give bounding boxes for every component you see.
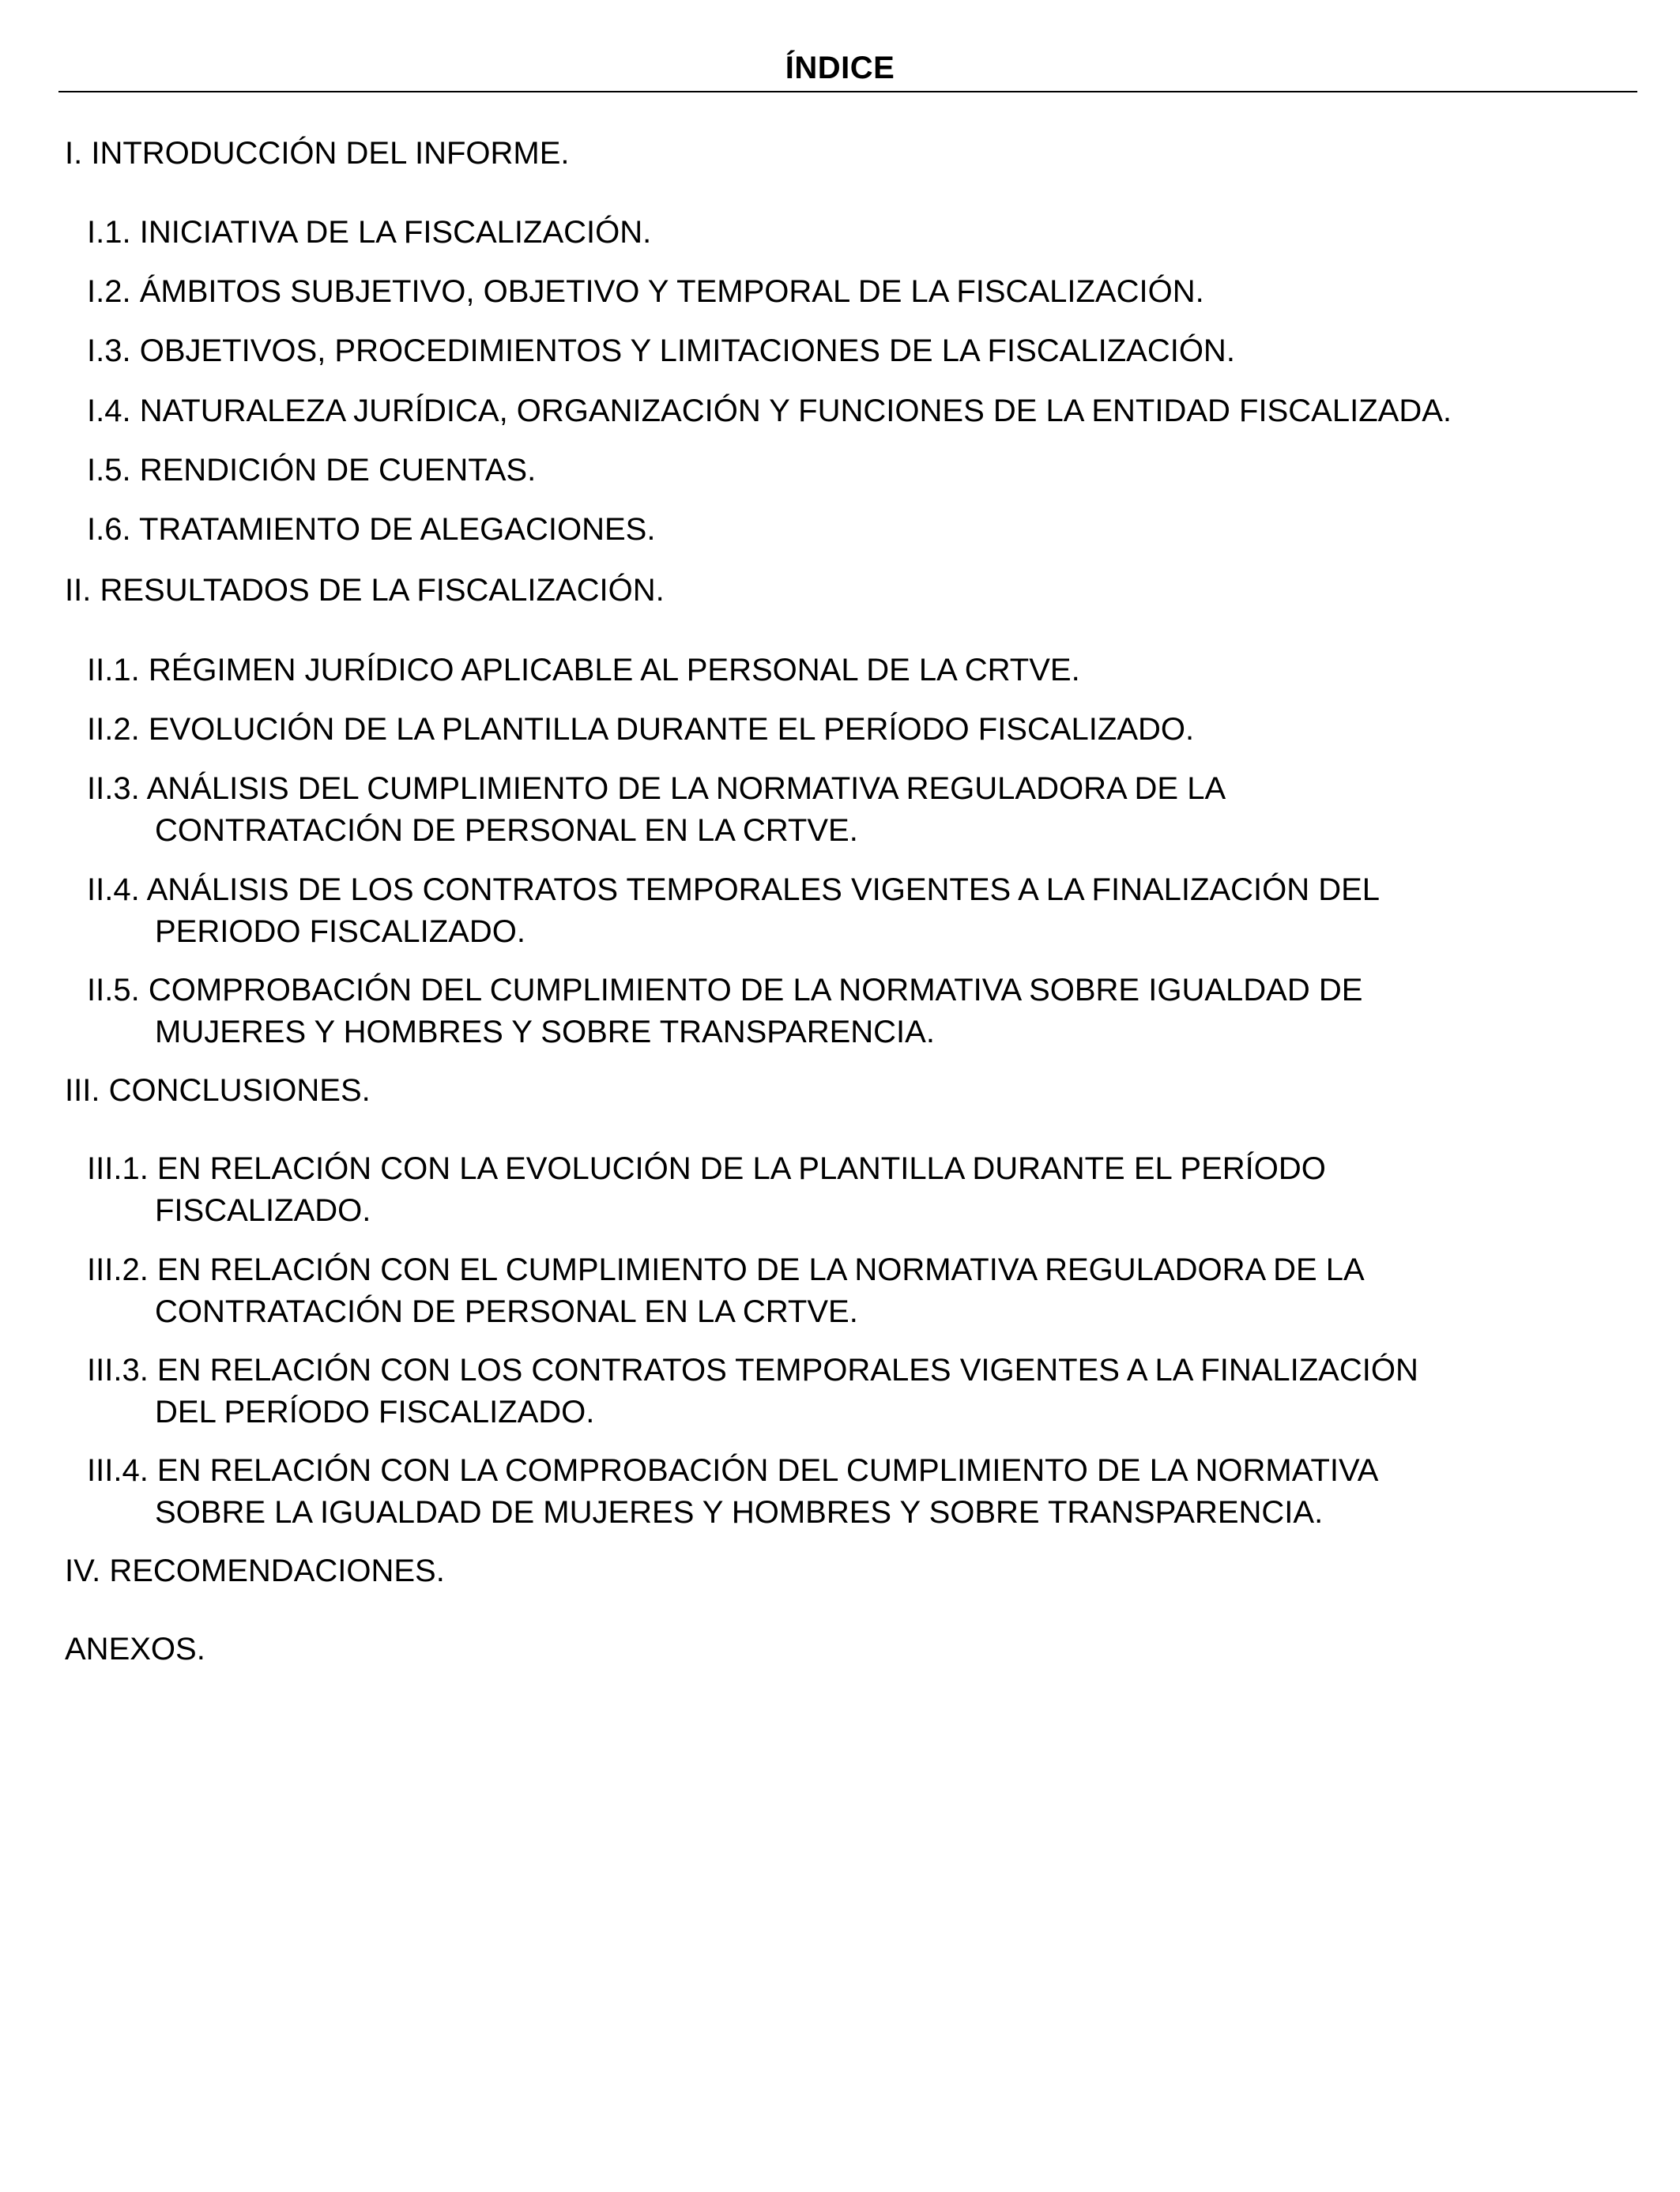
- toc-entry-iii-1: [87, 1148, 1326, 1232]
- toc-entry-text: I.1. INICIATIVA DE LA FISCALIZACIÓN.: [87, 215, 652, 250]
- toc-entry-i-1: [87, 212, 651, 254]
- toc-entry-text: I. INTRODUCCIÓN DEL INFORME.: [65, 136, 570, 171]
- toc-entry-text: I.6. TRATAMIENTO DE ALEGACIONES.: [87, 512, 656, 547]
- toc-entry-continuation: CONTRATACIÓN DE PERSONAL EN LA CRTVE.: [155, 1294, 858, 1329]
- toc-entry-i-3: [87, 330, 1235, 372]
- toc-section-iv: [65, 1550, 445, 1592]
- toc-entry-continuation: SOBRE LA IGUALDAD DE MUJERES Y HOMBRES Y SOBRE TRANSPARENCIA.: [155, 1495, 1324, 1530]
- toc-entry-continuation: MUJERES Y HOMBRES Y SOBRE TRANSPARENCIA.: [155, 1015, 935, 1049]
- toc-entry-text: I.2. ÁMBITOS SUBJETIVO, OBJETIVO Y TEMPORAL DE LA FISCALIZACIÓN.: [87, 274, 1204, 309]
- toc-entry-iii-4: [87, 1450, 1378, 1534]
- toc-entry-i-5: [87, 450, 536, 492]
- toc-entry-continuation: FISCALIZADO.: [155, 1193, 371, 1228]
- toc-entry-text: II. RESULTADOS DE LA FISCALIZACIÓN.: [65, 573, 665, 608]
- toc-entry-i-4: [87, 390, 1452, 432]
- toc-section-iii: [65, 1070, 371, 1112]
- toc-entry-text: I.3. OBJETIVOS, PROCEDIMIENTOS Y LIMITACIONES DE LA FISCALIZACIÓN.: [87, 333, 1235, 368]
- toc-entry-text: IV. RECOMENDACIONES.: [65, 1554, 445, 1588]
- toc-entry-ii-5: [87, 970, 1362, 1053]
- toc-entry-text: III.4. EN RELACIÓN CON LA COMPROBACIÓN DEL CUMPLIMIENTO DE LA NORMATIVA: [87, 1453, 1379, 1488]
- toc-entry-i-2: [87, 271, 1204, 313]
- toc-entry-i-6: [87, 509, 655, 551]
- toc-entry-text: III.2. EN RELACIÓN CON EL CUMPLIMIENTO DE LA NORMATIVA REGULADORA DE LA: [87, 1252, 1365, 1287]
- page-title: ÍNDICE: [785, 51, 895, 85]
- toc-entry-text: I.4. NATURALEZA JURÍDICA, ORGANIZACIÓN Y FUNCIONES DE LA ENTIDAD FISCALIZADA.: [87, 394, 1452, 428]
- toc-entry-text: III. CONCLUSIONES.: [65, 1073, 371, 1108]
- toc-entry-iii-2: [87, 1249, 1365, 1333]
- toc-entry-continuation: PERIODO FISCALIZADO.: [155, 914, 525, 949]
- toc-entry-ii-4: [87, 869, 1380, 953]
- toc-annexes: [65, 1629, 205, 1670]
- toc-section-i: [65, 133, 570, 175]
- toc-entry-text: II.2. EVOLUCIÓN DE LA PLANTILLA DURANTE EL PERÍODO FISCALIZADO.: [87, 712, 1195, 747]
- toc-entry-ii-2: [87, 709, 1194, 751]
- toc-entry-continuation: DEL PERÍODO FISCALIZADO.: [155, 1395, 595, 1429]
- toc-section-ii: [65, 570, 665, 612]
- toc-entry-text: II.1. RÉGIMEN JURÍDICO APLICABLE AL PERSONAL DE LA CRTVE.: [87, 653, 1080, 687]
- toc-entry-ii-1: [87, 650, 1080, 691]
- toc-entry-continuation: CONTRATACIÓN DE PERSONAL EN LA CRTVE.: [155, 813, 858, 848]
- toc-entry-iii-3: [87, 1350, 1418, 1433]
- toc-entry-text: II.3. ANÁLISIS DEL CUMPLIMIENTO DE LA NORMATIVA REGULADORA DE LA: [87, 771, 1226, 806]
- toc-entry-text: III.3. EN RELACIÓN CON LOS CONTRATOS TEMPORALES VIGENTES A LA FINALIZACIÓN: [87, 1353, 1418, 1388]
- toc-entry-text: II.4. ANÁLISIS DE LOS CONTRATOS TEMPORALES VIGENTES A LA FINALIZACIÓN DEL: [87, 872, 1381, 907]
- toc-entry-text: III.1. EN RELACIÓN CON LA EVOLUCIÓN DE LA PLANTILLA DURANTE EL PERÍODO: [87, 1151, 1326, 1186]
- toc-entry-text: I.5. RENDICIÓN DE CUENTAS.: [87, 453, 537, 488]
- toc-entry-ii-3: [87, 768, 1226, 852]
- toc-entry-text: II.5. COMPROBACIÓN DEL CUMPLIMIENTO DE LA NORMATIVA SOBRE IGUALDAD DE: [87, 973, 1363, 1007]
- toc-entry-text: ANEXOS.: [65, 1632, 205, 1667]
- title-rule: [58, 91, 1637, 92]
